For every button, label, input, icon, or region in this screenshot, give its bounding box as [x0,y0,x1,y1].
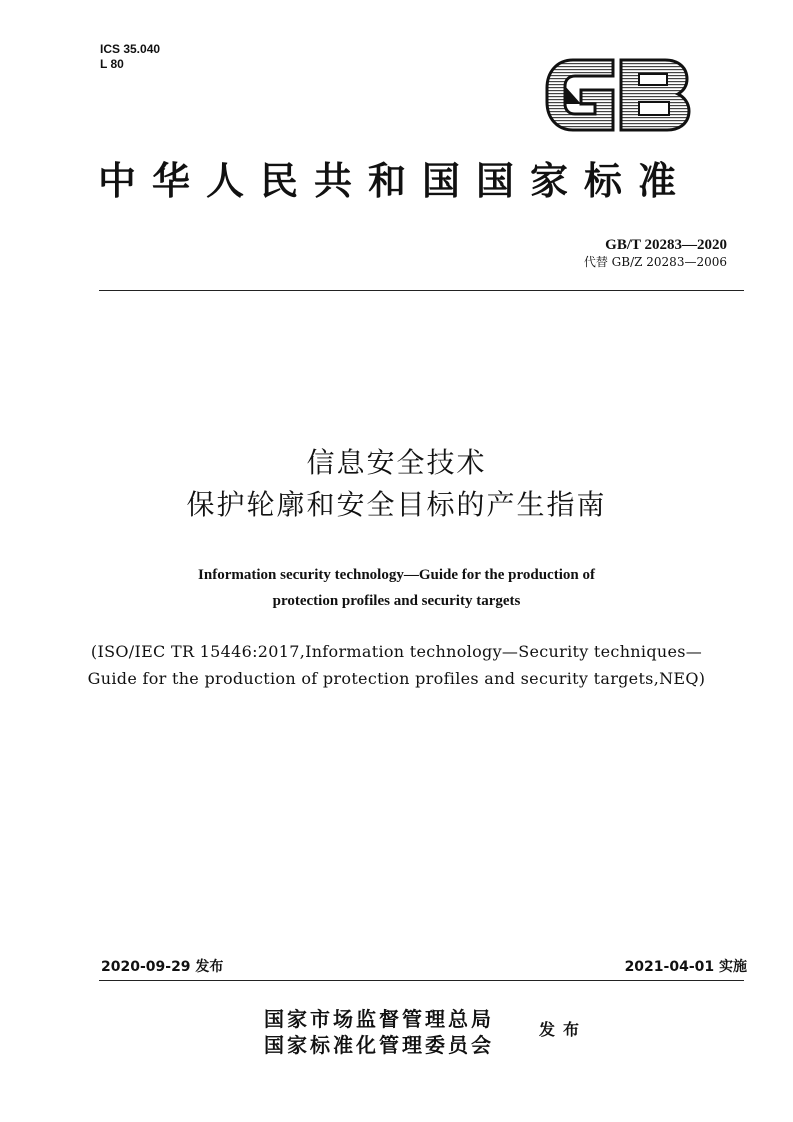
gb-logo-icon [543,54,693,136]
ccs-code: L 80 [100,57,124,71]
iso-reference-line-2: Guide for the production of protection profiles and security targets,NEQ) [87,669,706,688]
chinese-title [0,442,793,526]
publisher-2: 国家标准化管理委员会 [264,1033,494,1057]
replaced-standard: 代替 GB/Z 20283—2006 [583,255,727,269]
footer-divider [99,980,744,981]
publisher-1: 国家市场监督管理总局 [264,1007,494,1031]
national-standard-heading: 中华人民共和国国家标准 [98,158,693,203]
implement-date: 2021-04-01 实施 [624,959,747,975]
issue-label: 发布 [539,1020,588,1039]
standard-number: GB/T 20283—2020 [605,237,727,253]
ics-code: ICS 35.040 [100,42,161,56]
publishers [264,1006,494,1058]
standard-number-block [584,236,727,270]
iso-reference-line-1: (ISO/IEC TR 15446:2017,Information technology—Security techniques— [90,642,703,661]
english-title-line-1: Information security technology—Guide for the production of [198,567,595,583]
iso-reference [0,638,793,692]
header-divider [99,290,744,291]
publish-date: 2020-09-29 发布 [101,959,224,975]
english-title [0,562,793,614]
chinese-title-line-1: 信息安全技术 [306,446,487,479]
chinese-title-line-2: 保护轮廓和安全目标的产生指南 [186,488,607,521]
classification-codes [100,42,160,72]
english-title-line-2: protection profiles and security targets [272,593,521,609]
